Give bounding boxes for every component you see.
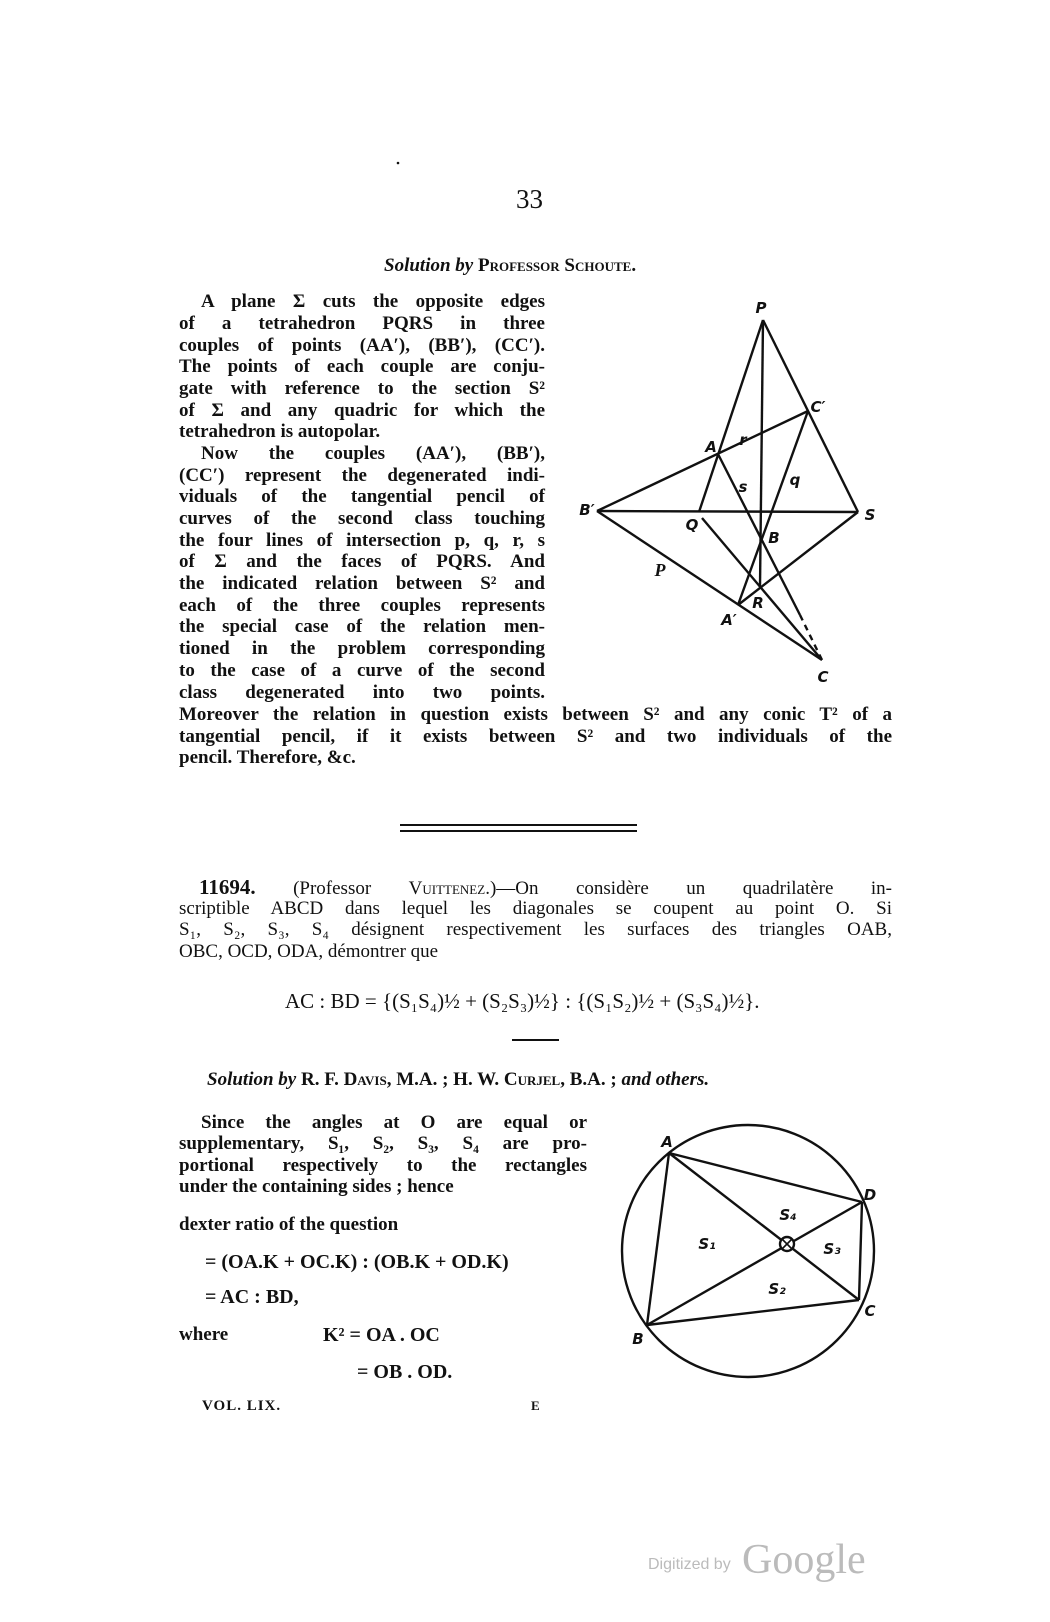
author-text: R. F. — [300, 1069, 344, 1090]
text-line: to the case of a curve of the second — [179, 660, 545, 681]
label-S: S — [864, 506, 876, 524]
text-line: each of the three couples represents — [179, 595, 545, 616]
author-name: Davis — [343, 1069, 387, 1090]
text-line: viduals of the tangential pencil of — [179, 486, 545, 507]
cyclic-quadrilateral-diagram — [622, 1125, 876, 1377]
label-R: R — [752, 594, 764, 612]
tetrahedron-diagram — [579, 299, 875, 686]
text-line: Since the angles at O are equal or — [201, 1112, 587, 1133]
text-line: the special case of the relation men- — [179, 616, 545, 637]
label-P: P — [755, 299, 767, 317]
diagonal-AC — [669, 1153, 859, 1300]
problem-number: 11694. — [199, 875, 256, 899]
author-name: Curjel — [503, 1069, 561, 1090]
derivation-k2: = OB . OD. — [357, 1361, 453, 1383]
text-line: of Σ and any quadric for which the — [179, 400, 545, 421]
watermark-digitized: Digitized by — [648, 1556, 731, 1573]
label-Q: Q — [685, 516, 699, 534]
derivation-intro: dexter ratio of the question — [179, 1214, 399, 1235]
problem-line1-rest: .)—On considère un quadrilatère in- — [485, 878, 892, 899]
edge-PR — [760, 320, 763, 587]
side-DC — [859, 1202, 862, 1300]
and-others: and others. — [621, 1069, 710, 1090]
label-B: B — [632, 1330, 644, 1348]
label-S1: S₁ — [698, 1235, 716, 1253]
edge-QS-line — [597, 511, 858, 512]
edge-PQ — [699, 320, 763, 512]
text-line: tioned in the problem corresponding — [179, 638, 545, 659]
label-p: P — [654, 560, 666, 580]
text-line: (CC′) represent the degenerated indi- — [179, 465, 545, 486]
label-r: r — [739, 431, 747, 449]
text-line: portional respectively to the rectangles — [179, 1155, 587, 1176]
solution-by: Solution by — [207, 1069, 297, 1090]
side-BA — [647, 1153, 669, 1325]
text-line: gate with reference to the section S² — [179, 378, 545, 399]
label-q: q — [789, 471, 801, 489]
label-D: D — [863, 1186, 877, 1204]
text-line: couples of points (AA′), (BB′), (CC′). — [179, 335, 545, 356]
text-line: supplementary, S₁, S₂, S₃, S₄ are pro- — [179, 1133, 587, 1154]
edge-PS — [763, 320, 858, 512]
label-B-prime: B′ — [579, 501, 595, 519]
author-text: , B.A. ; — [560, 1069, 622, 1090]
label-S4: S₄ — [779, 1206, 797, 1224]
text-line: tetrahedron is autopolar. — [179, 421, 381, 442]
derivation-step2: = AC : BD, — [205, 1286, 299, 1308]
label-C-prime: C′ — [810, 398, 826, 416]
label-C: C — [817, 668, 829, 686]
label-S2: S₂ — [768, 1280, 786, 1298]
label-B: B — [768, 529, 780, 547]
derivation-k1: K² = OA . OC — [323, 1324, 440, 1346]
label-s: s — [738, 478, 748, 496]
problem-proposer: Vuittenez — [408, 878, 486, 899]
watermark-google-logo: Google — [742, 1537, 866, 1583]
text-line: pencil. Therefore, &c. — [179, 747, 356, 768]
solution-by: Solution by — [384, 255, 474, 276]
text-line: Now the couples (AA′), (BB′), — [201, 443, 545, 464]
derivation-step1: = (OA.K + OC.K) : (OB.K + OD.K) — [205, 1251, 509, 1273]
text-line: of a tetrahedron PQRS in three — [179, 313, 545, 334]
problem-open: (Professor — [293, 878, 409, 899]
label-S3: S₃ — [823, 1240, 841, 1258]
text-line: A plane Σ cuts the opposite edges — [201, 291, 545, 312]
page-number: 33 — [516, 184, 543, 214]
solution-author: Professor Schoute. — [477, 255, 637, 276]
text-line: curves of the second class touching — [179, 508, 545, 529]
line-p — [597, 511, 822, 660]
text-line: The points of each couple are conju- — [179, 356, 545, 377]
side-CB — [647, 1300, 859, 1325]
footer-volume: VOL. LIX. — [202, 1398, 282, 1414]
label-C: C — [864, 1302, 876, 1320]
author-text: , M.A. ; H. W. — [386, 1069, 504, 1090]
problem-formula: AC : BD = {(S₁S₄)½ + (S₂S₃)½} : {(S₁S₂)½ + (S₃S₄)½}. — [285, 989, 760, 1013]
line-s — [718, 454, 800, 615]
text-line: of Σ and the faces of PQRS. And — [179, 551, 545, 572]
text-line: the indicated relation between S² and — [179, 573, 545, 594]
text-line: under the containing sides ; hence — [179, 1176, 454, 1197]
derivation-where: where — [179, 1324, 229, 1345]
footer-signature: E — [531, 1398, 540, 1413]
side-AD — [669, 1153, 862, 1202]
text-line: scriptible ABCD dans lequel les diagonales se coupent au point O. Si — [179, 898, 892, 919]
label-A-prime: A′ — [721, 611, 737, 629]
label-A: A — [705, 438, 717, 456]
label-A: A — [661, 1133, 673, 1151]
text-line: the four lines of intersection p, q, r, s — [179, 530, 545, 551]
text-line: OBC, OCD, ODA, démontrer que — [179, 941, 439, 962]
text-line: Moreover the relation in question exists between S² and any conic T² of a — [179, 704, 892, 725]
stray-dot — [397, 162, 400, 165]
text-line: S₁, S₂, S₃, S₄ désignent respectivement les surfaces des triangles OAB, — [179, 919, 892, 940]
text-line: tangential pencil, if it exists between S² and two individuals of the — [179, 726, 892, 747]
text-line: class degenerated into two points. — [179, 682, 545, 703]
